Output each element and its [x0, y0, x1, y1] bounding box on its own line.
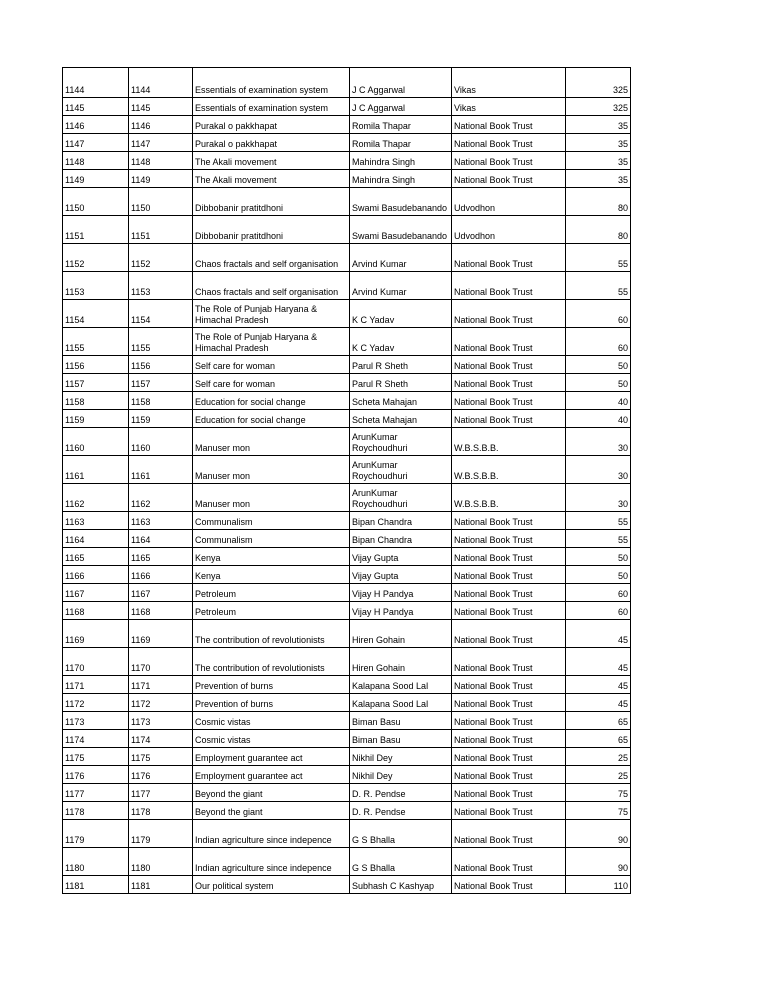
publisher-cell: National Book Trust [452, 766, 566, 784]
table-row [63, 300, 631, 328]
accession-number-cell: 1144 [63, 68, 129, 98]
accession-number-cell: 1152 [63, 244, 129, 272]
publisher-cell: National Book Trust [452, 152, 566, 170]
price-cell: 50 [566, 374, 631, 392]
publisher-cell: National Book Trust [452, 272, 566, 300]
accession-number-cell: 1146 [63, 116, 129, 134]
serial-number-cell: 1172 [129, 694, 193, 712]
accession-number-cell: 1160 [63, 428, 129, 456]
price-cell: 25 [566, 766, 631, 784]
book-title-cell: Prevention of burns [193, 676, 350, 694]
author-cell: Arvind Kumar [350, 244, 452, 272]
table-row [63, 170, 631, 188]
author-cell: Biman Basu [350, 712, 452, 730]
table-row [63, 530, 631, 548]
serial-number-cell: 1162 [129, 484, 193, 512]
table-row [63, 820, 631, 848]
author-cell: K C Yadav [350, 300, 452, 328]
serial-number-cell: 1144 [129, 68, 193, 98]
price-cell: 60 [566, 328, 631, 356]
author-cell: G S Bhalla [350, 848, 452, 876]
price-cell: 60 [566, 584, 631, 602]
book-title-cell: Manuser mon [193, 484, 350, 512]
price-cell: 60 [566, 602, 631, 620]
book-title-cell: Indian agriculture since indepence [193, 820, 350, 848]
author-cell: Romila Thapar [350, 134, 452, 152]
serial-number-cell: 1152 [129, 244, 193, 272]
price-cell: 65 [566, 712, 631, 730]
price-cell: 55 [566, 272, 631, 300]
serial-number-cell: 1164 [129, 530, 193, 548]
book-title-cell: Manuser mon [193, 456, 350, 484]
author-cell: Arvind Kumar [350, 272, 452, 300]
author-cell: ArunKumar Roychoudhuri [350, 484, 452, 512]
accession-number-cell: 1162 [63, 484, 129, 512]
accession-number-cell: 1172 [63, 694, 129, 712]
author-cell: Bipan Chandra [350, 530, 452, 548]
accession-number-cell: 1154 [63, 300, 129, 328]
author-cell: Vijay H Pandya [350, 584, 452, 602]
accession-number-cell: 1179 [63, 820, 129, 848]
serial-number-cell: 1179 [129, 820, 193, 848]
table-row [63, 676, 631, 694]
serial-number-cell: 1158 [129, 392, 193, 410]
publisher-cell: National Book Trust [452, 876, 566, 894]
accession-number-cell: 1166 [63, 566, 129, 584]
table-row [63, 848, 631, 876]
accession-number-cell: 1178 [63, 802, 129, 820]
price-cell: 55 [566, 512, 631, 530]
publisher-cell: National Book Trust [452, 116, 566, 134]
price-cell: 45 [566, 694, 631, 712]
accession-number-cell: 1175 [63, 748, 129, 766]
book-title-cell: The Akali movement [193, 152, 350, 170]
table-row [63, 116, 631, 134]
serial-number-cell: 1169 [129, 620, 193, 648]
publisher-cell: W.B.S.B.B. [452, 428, 566, 456]
author-cell: Nikhil Dey [350, 766, 452, 784]
table-row [63, 244, 631, 272]
accession-number-cell: 1163 [63, 512, 129, 530]
author-cell: Swami Basudebanando [350, 216, 452, 244]
table-row [63, 356, 631, 374]
author-cell: Romila Thapar [350, 116, 452, 134]
serial-number-cell: 1180 [129, 848, 193, 876]
book-title-cell: Petroleum [193, 602, 350, 620]
publisher-cell: National Book Trust [452, 602, 566, 620]
serial-number-cell: 1157 [129, 374, 193, 392]
table-row [63, 512, 631, 530]
accession-number-cell: 1177 [63, 784, 129, 802]
accession-number-cell: 1164 [63, 530, 129, 548]
serial-number-cell: 1149 [129, 170, 193, 188]
author-cell: Biman Basu [350, 730, 452, 748]
table-row [63, 648, 631, 676]
accession-number-cell: 1181 [63, 876, 129, 894]
price-cell: 30 [566, 428, 631, 456]
publisher-cell: National Book Trust [452, 784, 566, 802]
publisher-cell: National Book Trust [452, 512, 566, 530]
price-cell: 50 [566, 548, 631, 566]
publisher-cell: National Book Trust [452, 694, 566, 712]
book-title-cell: Chaos fractals and self organisation [193, 244, 350, 272]
accession-number-cell: 1174 [63, 730, 129, 748]
accession-number-cell: 1149 [63, 170, 129, 188]
book-title-cell: Manuser mon [193, 428, 350, 456]
accession-number-cell: 1168 [63, 602, 129, 620]
author-cell: G S Bhalla [350, 820, 452, 848]
price-cell: 30 [566, 484, 631, 512]
author-cell: ArunKumar Roychoudhuri [350, 456, 452, 484]
publisher-cell: National Book Trust [452, 300, 566, 328]
publisher-cell: National Book Trust [452, 374, 566, 392]
book-title-cell: Beyond the giant [193, 784, 350, 802]
book-title-cell: Education for social change [193, 392, 350, 410]
accession-number-cell: 1148 [63, 152, 129, 170]
book-title-cell: Cosmic vistas [193, 730, 350, 748]
table-row [63, 566, 631, 584]
serial-number-cell: 1176 [129, 766, 193, 784]
price-cell: 80 [566, 216, 631, 244]
price-cell: 45 [566, 620, 631, 648]
serial-number-cell: 1159 [129, 410, 193, 428]
accession-number-cell: 1173 [63, 712, 129, 730]
serial-number-cell: 1161 [129, 456, 193, 484]
serial-number-cell: 1148 [129, 152, 193, 170]
author-cell: Bipan Chandra [350, 512, 452, 530]
table-row [63, 392, 631, 410]
accession-number-cell: 1176 [63, 766, 129, 784]
serial-number-cell: 1174 [129, 730, 193, 748]
accession-number-cell: 1170 [63, 648, 129, 676]
publisher-cell: Vikas [452, 68, 566, 98]
publisher-cell: Vikas [452, 98, 566, 116]
serial-number-cell: 1166 [129, 566, 193, 584]
table-row [63, 766, 631, 784]
accession-number-cell: 1145 [63, 98, 129, 116]
book-title-cell: Cosmic vistas [193, 712, 350, 730]
serial-number-cell: 1145 [129, 98, 193, 116]
table-row [63, 328, 631, 356]
author-cell: Vijay Gupta [350, 548, 452, 566]
price-cell: 55 [566, 244, 631, 272]
publisher-cell: National Book Trust [452, 170, 566, 188]
accession-number-cell: 1171 [63, 676, 129, 694]
table-row [63, 272, 631, 300]
publisher-cell: National Book Trust [452, 530, 566, 548]
book-title-cell: Dibbobanir pratitdhoni [193, 188, 350, 216]
author-cell: Mahindra Singh [350, 170, 452, 188]
serial-number-cell: 1155 [129, 328, 193, 356]
price-cell: 50 [566, 356, 631, 374]
publisher-cell: National Book Trust [452, 648, 566, 676]
publisher-cell: Udvodhon [452, 188, 566, 216]
serial-number-cell: 1181 [129, 876, 193, 894]
table-row [63, 428, 631, 456]
author-cell: Kalapana Sood Lal [350, 694, 452, 712]
table-row [63, 748, 631, 766]
table-row [63, 802, 631, 820]
author-cell: Hiren Gohain [350, 648, 452, 676]
accession-number-cell: 1147 [63, 134, 129, 152]
table-body [63, 68, 631, 894]
publisher-cell: National Book Trust [452, 848, 566, 876]
accession-number-cell: 1155 [63, 328, 129, 356]
author-cell: D. R. Pendse [350, 784, 452, 802]
publisher-cell: National Book Trust [452, 566, 566, 584]
accession-number-cell: 1150 [63, 188, 129, 216]
book-title-cell: Prevention of burns [193, 694, 350, 712]
publisher-cell: W.B.S.B.B. [452, 456, 566, 484]
price-cell: 30 [566, 456, 631, 484]
accession-number-cell: 1158 [63, 392, 129, 410]
author-cell: Swami Basudebanando [350, 188, 452, 216]
book-title-cell: Self care for woman [193, 356, 350, 374]
serial-number-cell: 1171 [129, 676, 193, 694]
book-title-cell: The Role of Punjab Haryana & Himachal Pradesh [193, 328, 350, 356]
book-title-cell: The Role of Punjab Haryana & Himachal Pradesh [193, 300, 350, 328]
book-title-cell: Purakal o pakkhapat [193, 116, 350, 134]
price-cell: 35 [566, 152, 631, 170]
price-cell: 50 [566, 566, 631, 584]
table-row [63, 68, 631, 98]
price-cell: 40 [566, 392, 631, 410]
accession-number-cell: 1153 [63, 272, 129, 300]
book-title-cell: Essentials of examination system [193, 68, 350, 98]
accession-number-cell: 1159 [63, 410, 129, 428]
publisher-cell: Udvodhon [452, 216, 566, 244]
publisher-cell: National Book Trust [452, 410, 566, 428]
author-cell: J C Aggarwal [350, 98, 452, 116]
table-row [63, 216, 631, 244]
serial-number-cell: 1160 [129, 428, 193, 456]
accession-number-cell: 1165 [63, 548, 129, 566]
book-title-cell: Indian agriculture since indepence [193, 848, 350, 876]
price-cell: 40 [566, 410, 631, 428]
accession-number-cell: 1156 [63, 356, 129, 374]
table-row [63, 876, 631, 894]
book-title-cell: The contribution of revolutionists [193, 648, 350, 676]
table-row [63, 374, 631, 392]
accession-number-cell: 1167 [63, 584, 129, 602]
publisher-cell: National Book Trust [452, 620, 566, 648]
serial-number-cell: 1151 [129, 216, 193, 244]
table-row [63, 456, 631, 484]
serial-number-cell: 1156 [129, 356, 193, 374]
price-cell: 45 [566, 676, 631, 694]
serial-number-cell: 1146 [129, 116, 193, 134]
price-cell: 35 [566, 170, 631, 188]
price-cell: 90 [566, 848, 631, 876]
table-row [63, 694, 631, 712]
serial-number-cell: 1168 [129, 602, 193, 620]
table-row [63, 410, 631, 428]
publisher-cell: National Book Trust [452, 392, 566, 410]
author-cell: Parul R Sheth [350, 374, 452, 392]
book-title-cell: Education for social change [193, 410, 350, 428]
serial-number-cell: 1153 [129, 272, 193, 300]
author-cell: Parul R Sheth [350, 356, 452, 374]
author-cell: ArunKumar Roychoudhuri [350, 428, 452, 456]
book-title-cell: Purakal o pakkhapat [193, 134, 350, 152]
book-title-cell: Employment guarantee act [193, 766, 350, 784]
book-title-cell: Kenya [193, 566, 350, 584]
serial-number-cell: 1177 [129, 784, 193, 802]
accession-number-cell: 1151 [63, 216, 129, 244]
price-cell: 325 [566, 98, 631, 116]
publisher-cell: National Book Trust [452, 134, 566, 152]
table-row [63, 620, 631, 648]
price-cell: 65 [566, 730, 631, 748]
book-title-cell: Petroleum [193, 584, 350, 602]
price-cell: 75 [566, 784, 631, 802]
serial-number-cell: 1165 [129, 548, 193, 566]
accession-number-cell: 1161 [63, 456, 129, 484]
publisher-cell: National Book Trust [452, 676, 566, 694]
serial-number-cell: 1163 [129, 512, 193, 530]
price-cell: 325 [566, 68, 631, 98]
author-cell: K C Yadav [350, 328, 452, 356]
book-title-cell: Communalism [193, 512, 350, 530]
serial-number-cell: 1167 [129, 584, 193, 602]
table-row [63, 152, 631, 170]
book-title-cell: Employment guarantee act [193, 748, 350, 766]
price-cell: 35 [566, 116, 631, 134]
price-cell: 55 [566, 530, 631, 548]
table-row [63, 730, 631, 748]
table-row [63, 484, 631, 512]
serial-number-cell: 1175 [129, 748, 193, 766]
table-row [63, 98, 631, 116]
book-title-cell: Our political system [193, 876, 350, 894]
author-cell: Vijay Gupta [350, 566, 452, 584]
book-title-cell: Self care for woman [193, 374, 350, 392]
author-cell: Vijay H Pandya [350, 602, 452, 620]
author-cell: Hiren Gohain [350, 620, 452, 648]
publisher-cell: National Book Trust [452, 356, 566, 374]
publisher-cell: National Book Trust [452, 584, 566, 602]
publisher-cell: National Book Trust [452, 730, 566, 748]
table-row [63, 784, 631, 802]
table-row [63, 584, 631, 602]
author-cell: J C Aggarwal [350, 68, 452, 98]
serial-number-cell: 1150 [129, 188, 193, 216]
publisher-cell: National Book Trust [452, 244, 566, 272]
publisher-cell: National Book Trust [452, 548, 566, 566]
serial-number-cell: 1147 [129, 134, 193, 152]
publisher-cell: National Book Trust [452, 328, 566, 356]
publisher-cell: W.B.S.B.B. [452, 484, 566, 512]
table-row [63, 712, 631, 730]
accession-number-cell: 1169 [63, 620, 129, 648]
book-title-cell: Kenya [193, 548, 350, 566]
table-row [63, 602, 631, 620]
book-title-cell: The Akali movement [193, 170, 350, 188]
author-cell: Nikhil Dey [350, 748, 452, 766]
accession-number-cell: 1157 [63, 374, 129, 392]
author-cell: Mahindra Singh [350, 152, 452, 170]
price-cell: 25 [566, 748, 631, 766]
author-cell: Subhash C Kashyap [350, 876, 452, 894]
author-cell: Scheta Mahajan [350, 392, 452, 410]
price-cell: 110 [566, 876, 631, 894]
book-title-cell: Dibbobanir pratitdhoni [193, 216, 350, 244]
price-cell: 80 [566, 188, 631, 216]
publisher-cell: National Book Trust [452, 712, 566, 730]
book-title-cell: Essentials of examination system [193, 98, 350, 116]
author-cell: D. R. Pendse [350, 802, 452, 820]
book-title-cell: Chaos fractals and self organisation [193, 272, 350, 300]
table-row [63, 548, 631, 566]
publisher-cell: National Book Trust [452, 820, 566, 848]
publisher-cell: National Book Trust [452, 748, 566, 766]
serial-number-cell: 1170 [129, 648, 193, 676]
price-cell: 60 [566, 300, 631, 328]
table-row [63, 188, 631, 216]
book-title-cell: Communalism [193, 530, 350, 548]
book-title-cell: The contribution of revolutionists [193, 620, 350, 648]
book-list-table [62, 67, 631, 894]
accession-number-cell: 1180 [63, 848, 129, 876]
price-cell: 45 [566, 648, 631, 676]
price-cell: 35 [566, 134, 631, 152]
author-cell: Kalapana Sood Lal [350, 676, 452, 694]
serial-number-cell: 1154 [129, 300, 193, 328]
publisher-cell: National Book Trust [452, 802, 566, 820]
serial-number-cell: 1173 [129, 712, 193, 730]
book-title-cell: Beyond the giant [193, 802, 350, 820]
table-row [63, 134, 631, 152]
serial-number-cell: 1178 [129, 802, 193, 820]
price-cell: 75 [566, 802, 631, 820]
price-cell: 90 [566, 820, 631, 848]
author-cell: Scheta Mahajan [350, 410, 452, 428]
